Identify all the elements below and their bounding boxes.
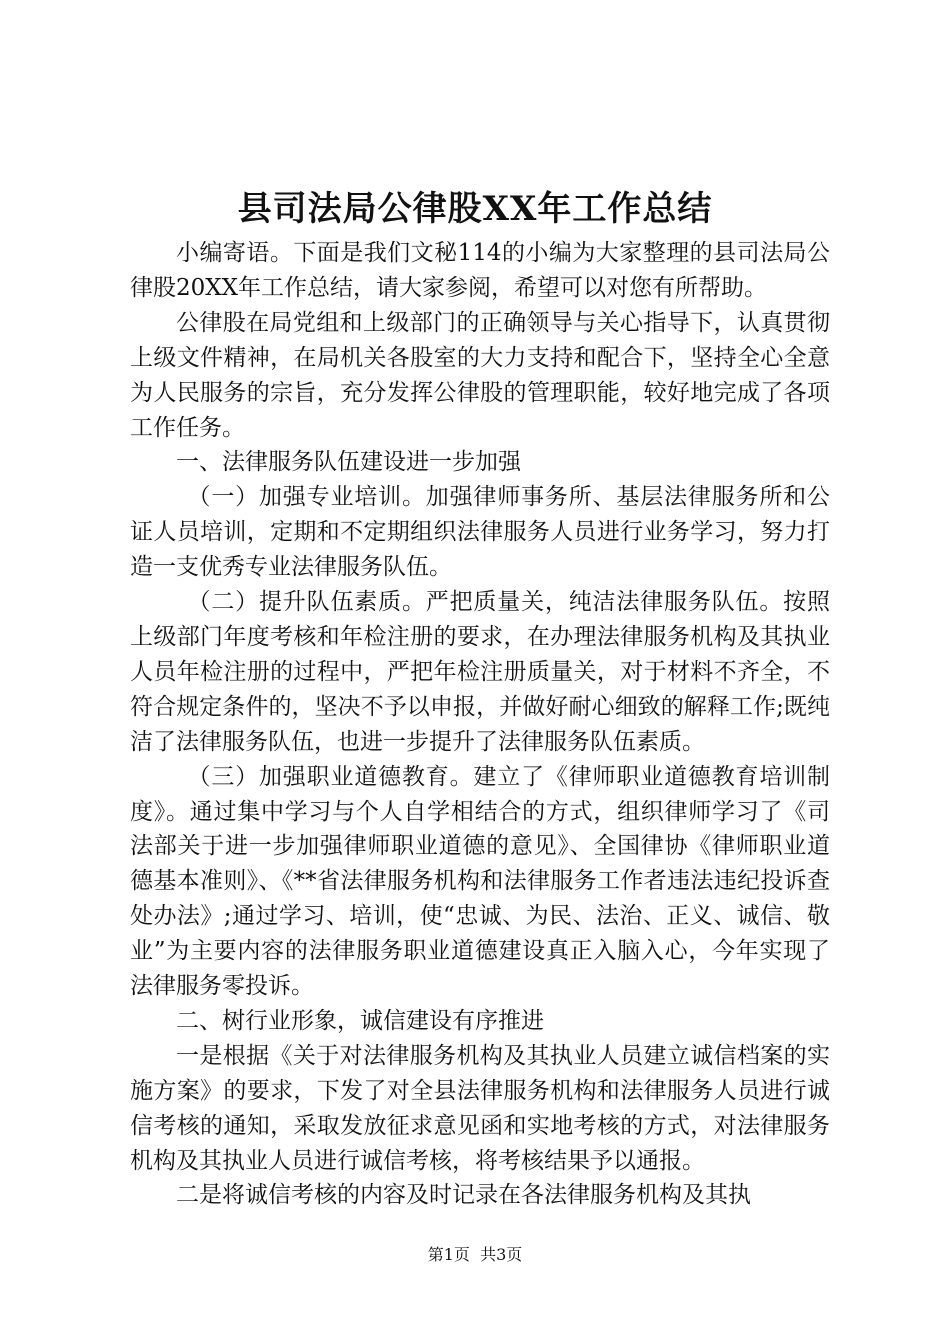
page-number: 第1页 (427, 1245, 470, 1264)
paragraph-overview: 公律股在局党组和上级部门的正确领导与关心指导下，认真贯彻上级文件精神，在局机关各股室的大力支持和配合下，坚持全心全意为人民服务的宗旨，充分发挥公律股的管理职能，较好地完成了各项工作任务。 (130, 309, 830, 441)
document-body (130, 236, 830, 1213)
section-heading-2: 二、树行业形象，诚信建设有序推进 (176, 1007, 544, 1034)
paragraph-quality: （二）提升队伍素质。严把质量关，纯洁法律服务队伍。按照上级部门年度考核和年检注册的要求，在办理法律服务机构及其执业人员年检注册的过程中，严把年检注册质量关，对于材料不齐全，不符合规定条件的，坚决不予以申报，并做好耐心细致的解释工作;既纯洁了法律服务队伍，也进一步提升了法律服务队伍素质。 (130, 589, 830, 755)
paragraph-training: （一）加强专业培训。加强律师事务所、基层法律服务所和公证人员培训，定期和不定期组织法律服务人员进行业务学习，努力打造一支优秀专业法律服务队伍。 (130, 484, 830, 581)
paragraph-integrity-2: 二是将诚信考核的内容及时记录在各法律服务机构及其执 (176, 1182, 751, 1209)
paragraph-integrity-1: 一是根据《关于对法律服务机构及其执业人员建立诚信档案的实施方案》的要求，下发了对全县法律服务机构和法律服务人员进行诚信考核的通知，采取发放征求意见函和实地考核的方式，对法律服务机构及其执业人员进行诚信考核，将考核结果予以通报。 (130, 1042, 830, 1174)
paragraph-intro: 小编寄语。下面是我们文秘114的小编为大家整理的县司法局公律股20XX年工作总结，请大家参阅，希望可以对您有所帮助。 (130, 240, 830, 301)
page-footer (0, 1244, 950, 1266)
paragraph-ethics: （三）加强职业道德教育。建立了《律师职业道德教育培训制度》。通过集中学习与个人自学相结合的方式，组织律师学习了《司法部关于进一步加强律师职业道德的意见》、全国律协《律师职业道德基本准则》、《**省法律服务机构和法律服务工作者违法违纪投诉查处办法》;通过学习、培训，使“忠诚、为民、法治、正义、诚信、敬业”为主要内容的法律服务职业道德建设真正入脑入心，今年实现了法律服务零投诉。 (130, 763, 830, 1000)
page-total: 共3页 (480, 1245, 523, 1264)
section-heading-1: 一、法律服务队伍建设进一步加强 (176, 449, 521, 476)
page-title: 县司法局公律股XX年工作总结 (237, 189, 713, 229)
